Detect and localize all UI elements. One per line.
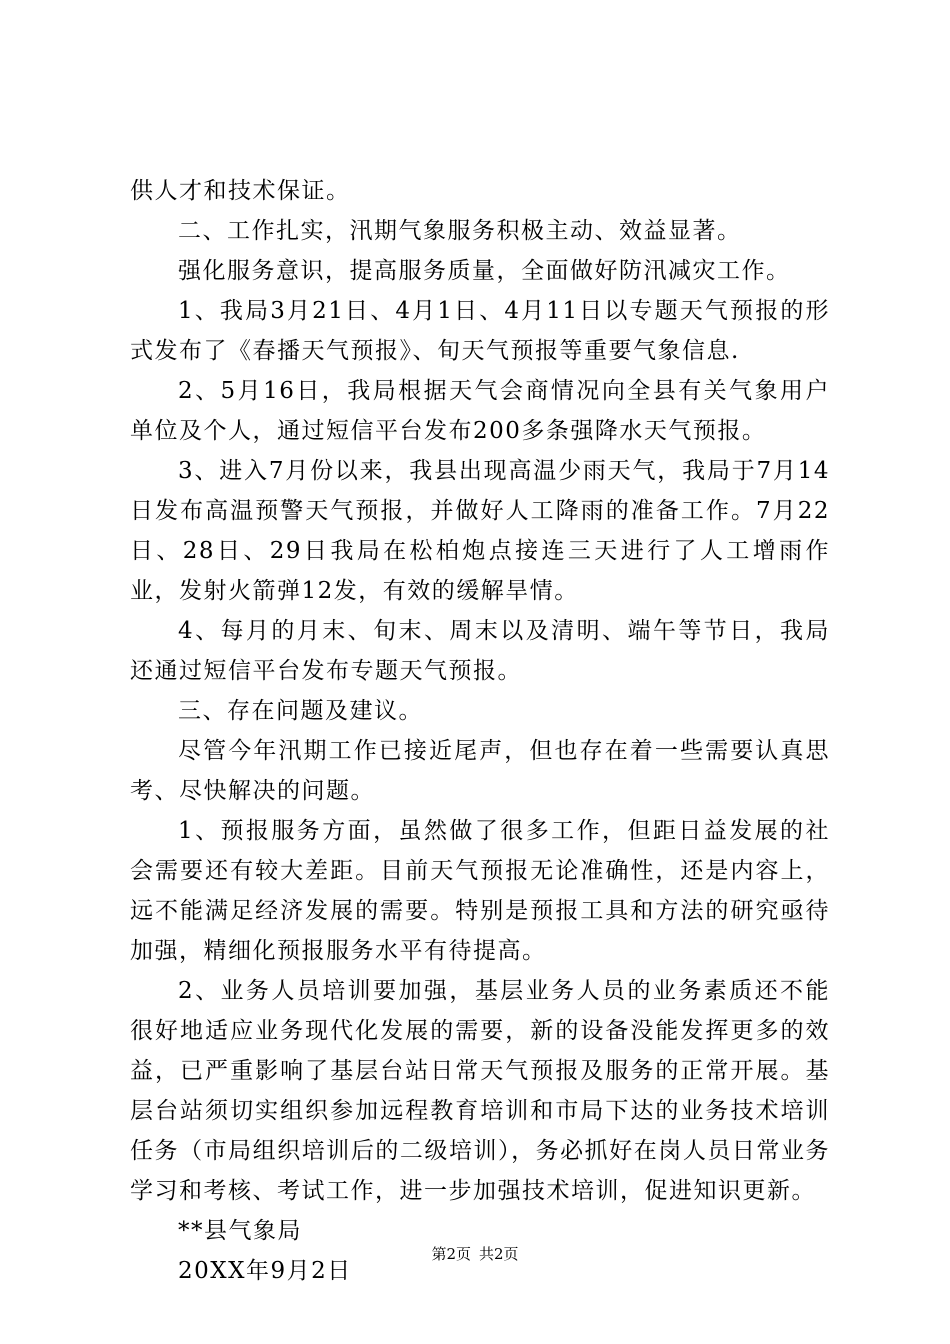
- paragraph: 1、我局3月21日、4月1日、4月11日以专题天气预报的形式发布了《春播天气预报》、旬天气预报等重要气象信息.: [130, 298, 830, 364]
- paragraph: 尽管今年汛期工作已接近尾声，但也存在着一些需要认真思考、尽快解决的问题。: [130, 738, 830, 804]
- signature-organization: **县气象局: [178, 1218, 302, 1244]
- paragraph: 2、业务人员培训要加强，基层业务人员的业务素质还不能很好地适应业务现代化发展的需要，新的设备没能发挥更多的效益，已严重影响了基层台站日常天气预报及服务的正常开展。基层台站须切实组织参加远程教育培训和市局下达的业务技术培训任务（市局组织培训后的二级培训），务必抓好在岗人员日常业务学习和考核、考试工作，进一步加强技术培训，促进知识更新。: [130, 978, 830, 1204]
- paragraph: 1、预报服务方面，虽然做了很多工作，但距日益发展的社会需要还有较大差距。目前天气预报无论准确性，还是内容上，远不能满足经济发展的需要。特别是预报工具和方法的研究亟待加强，精细化预报服务水平有待提高。: [130, 818, 830, 964]
- document-body: [130, 171, 830, 1291]
- page-number: 第2页: [431, 1245, 471, 1263]
- paragraph: 2、5月16日，我局根据天气会商情况向全县有关气象用户单位及个人，通过短信平台发布200多条强降水天气预报。: [130, 378, 830, 444]
- signature-date: 20XX年9月2日: [178, 1258, 352, 1284]
- paragraph: 3、进入7月份以来，我县出现高温少雨天气，我局于7月14日发布高温预警天气预报，并做好人工降雨的准备工作。7月22日、28日、29日我局在松柏炮点接连三天进行了人工增雨作业，发射火箭弹12发，有效的缓解旱情。: [130, 458, 830, 604]
- page-footer: [0, 1244, 950, 1264]
- paragraph: 强化服务意识，提高服务质量，全面做好防汛减灾工作。: [178, 258, 791, 284]
- paragraph: 供人才和技术保证。: [130, 178, 351, 204]
- paragraph: 4、每月的月末、旬末、周末以及清明、端午等节日，我局还通过短信平台发布专题天气预报。: [130, 618, 830, 684]
- page-total: 共2页: [479, 1245, 519, 1263]
- section-heading: 三、存在问题及建议。: [178, 698, 423, 724]
- section-heading: 二、工作扎实，汛期气象服务积极主动、效益显著。: [178, 218, 742, 244]
